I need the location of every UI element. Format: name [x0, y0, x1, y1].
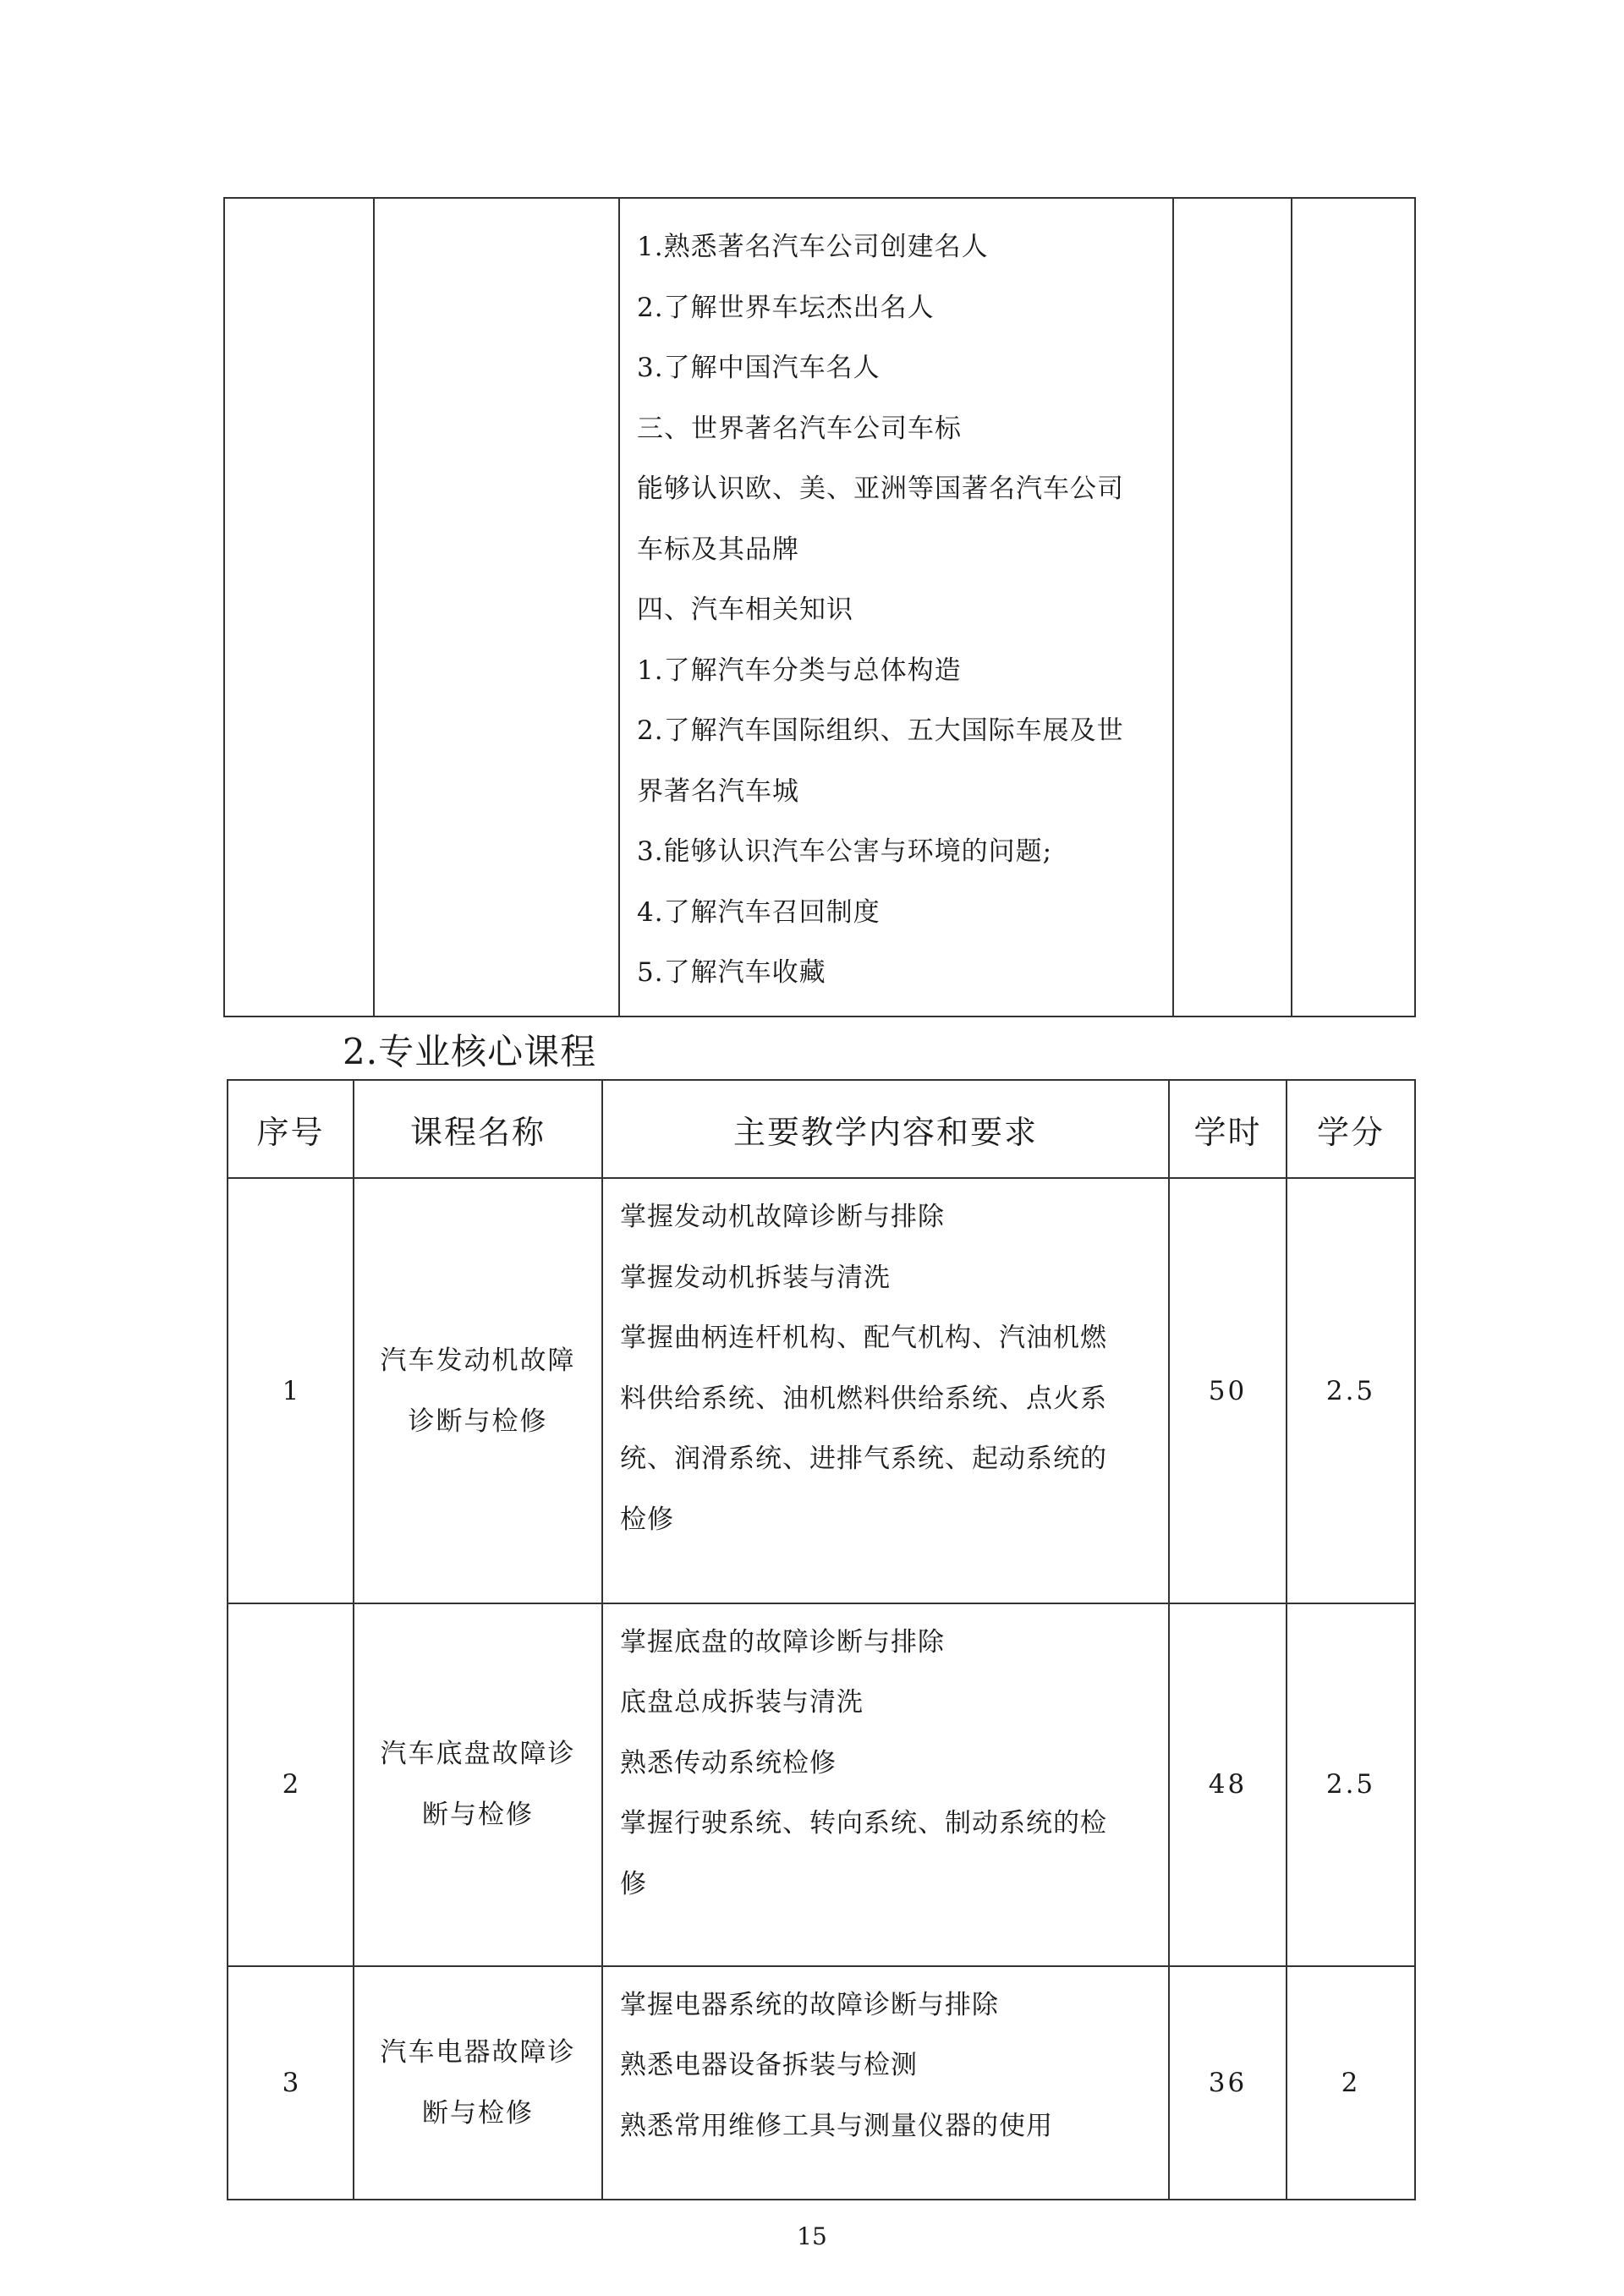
content-line: 1.了解汽车分类与总体构造	[637, 655, 962, 686]
header-credits: 学分	[1287, 1080, 1415, 1178]
credits-cell: 2	[1287, 1966, 1415, 2200]
name-cell	[374, 198, 619, 1016]
content-cell	[619, 198, 1173, 1016]
course-name-line: 诊断与检修	[408, 1406, 548, 1437]
content-line: 统、润滑系统、进排气系统、起动系统的	[620, 1444, 1107, 1475]
content-line: 底盘总成拆装与清洗	[620, 1687, 864, 1718]
table-header-row	[228, 1080, 1415, 1178]
course-name-line: 断与检修	[422, 2097, 534, 2129]
seq-cell: 2	[228, 1603, 354, 1966]
header-content: 主要教学内容和要求	[602, 1080, 1169, 1178]
content-cell	[602, 1603, 1169, 1966]
section-heading: 2.专业核心课程	[343, 1031, 597, 1072]
hours-cell	[1173, 198, 1292, 1016]
seq-cell	[224, 198, 374, 1016]
content-line: 3.了解中国汽车名人	[637, 353, 881, 383]
content-line: 能够认识欧、美、亚洲等国著名汽车公司	[637, 474, 1124, 504]
page-number: 15	[797, 2222, 827, 2250]
table-row	[224, 198, 1415, 1016]
content-line: 修	[620, 1868, 647, 1899]
course-name-line: 汽车电器故障诊	[380, 2036, 576, 2068]
header-seq: 序号	[228, 1080, 354, 1178]
credits-cell	[1292, 198, 1415, 1016]
credits-cell: 2.5	[1287, 1603, 1415, 1966]
content-line: 熟悉电器设备拆装与检测	[620, 2050, 918, 2081]
content-line: 掌握电器系统的故障诊断与排除	[620, 1989, 999, 2020]
content-line: 2.了解汽车国际组织、五大国际车展及世	[637, 715, 1124, 746]
content-line: 4.了解汽车召回制度	[637, 896, 881, 928]
content-cell	[602, 1178, 1169, 1603]
seq-cell: 3	[228, 1966, 354, 2200]
course-name-cell	[354, 1966, 602, 2200]
table-row	[228, 1603, 1415, 1966]
hours-cell: 48	[1169, 1603, 1287, 1966]
header-hours: 学时	[1169, 1080, 1287, 1178]
course-name-cell	[354, 1178, 602, 1603]
course-name-cell	[354, 1603, 602, 1966]
content-line: 界著名汽车城	[637, 775, 799, 807]
core-courses-table	[227, 1079, 1416, 2200]
content-line: 5.了解汽车收藏	[637, 957, 826, 988]
table-row	[228, 1966, 1415, 2200]
content-line: 掌握行驶系统、转向系统、制动系统的检	[620, 1808, 1107, 1839]
course-name-line: 汽车发动机故障	[380, 1345, 576, 1376]
content-line: 掌握发动机拆装与清洗	[620, 1262, 891, 1293]
content-line: 3.能够认识汽车公害与环境的问题;	[637, 836, 1053, 867]
continuation-table	[223, 197, 1416, 1017]
content-line: 料供给系统、油机燃料供给系统、点火系	[620, 1383, 1107, 1414]
content-line: 掌握曲柄连杆机构、配气机构、汽油机燃	[620, 1323, 1107, 1354]
content-line: 2.了解世界车坛杰出名人	[637, 292, 935, 323]
content-line: 1.熟悉著名汽车公司创建名人	[637, 232, 989, 262]
content-cell	[602, 1966, 1169, 2200]
content-line: 三、世界著名汽车公司车标	[637, 413, 962, 444]
content-line: 车标及其品牌	[637, 534, 799, 565]
content-line: 四、汽车相关知识	[637, 595, 853, 625]
content-line: 掌握底盘的故障诊断与排除	[620, 1626, 945, 1658]
hours-cell: 36	[1169, 1966, 1287, 2200]
credits-cell: 2.5	[1287, 1178, 1415, 1603]
header-course-name: 课程名称	[354, 1080, 602, 1178]
course-name-line: 汽车底盘故障诊	[380, 1739, 576, 1770]
content-line: 熟悉传动系统检修	[620, 1747, 837, 1778]
table-row	[228, 1178, 1415, 1603]
content-line: 掌握发动机故障诊断与排除	[620, 1202, 945, 1233]
content-line: 熟悉常用维修工具与测量仪器的使用	[620, 2110, 1053, 2141]
hours-cell: 50	[1169, 1178, 1287, 1603]
content-line: 检修	[620, 1504, 674, 1535]
course-name-line: 断与检修	[422, 1800, 534, 1831]
seq-cell: 1	[228, 1178, 354, 1603]
